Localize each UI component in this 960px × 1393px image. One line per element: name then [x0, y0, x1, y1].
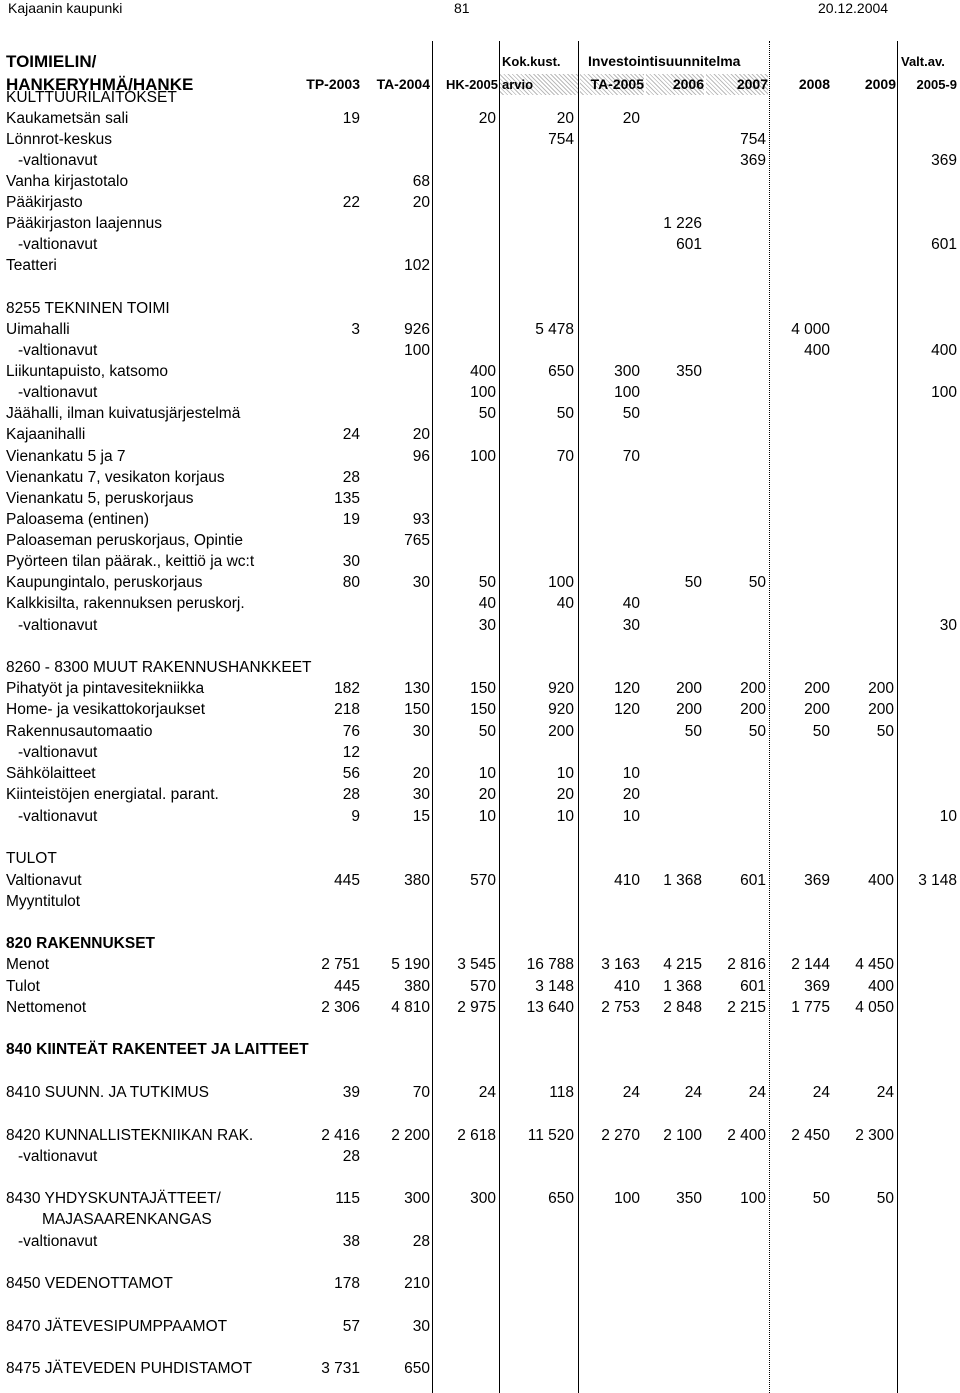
row-value: 76: [342, 723, 360, 740]
row-value: 20: [556, 110, 574, 127]
investment-table: [2, 41, 959, 1393]
row-value: 2 816: [727, 956, 766, 973]
row-value: 200: [740, 680, 766, 697]
header-arvio: arvio: [500, 74, 578, 95]
row-label: Uimahalli: [6, 321, 70, 338]
row-value: 20: [622, 110, 640, 127]
row-value: 218: [334, 701, 360, 718]
row-value: 30: [478, 617, 496, 634]
row-value: 50: [748, 574, 766, 591]
row-label: -valtionavut: [18, 617, 98, 634]
row-label: Rakennusautomaatio: [6, 723, 153, 740]
table-row: [2, 509, 959, 530]
row-value: 4 050: [855, 999, 894, 1016]
table-row: [2, 108, 959, 129]
row-value: 2 450: [791, 1127, 830, 1144]
row-value: 12: [342, 744, 360, 761]
table-row: [2, 171, 959, 192]
row-value: 96: [412, 448, 430, 465]
row-value: 24: [342, 426, 360, 443]
row-label: Pihatyöt ja pintavesitekniikka: [6, 680, 205, 697]
table-row: [2, 1125, 959, 1146]
row-label: 8420 KUNNALLISTEKNIIKAN RAK.: [6, 1127, 254, 1144]
table-row: [2, 1231, 959, 1252]
table-row: [2, 150, 959, 171]
row-label: 840 KIINTEÄT RAKENTEET JA LAITTEET: [6, 1041, 309, 1058]
row-value: 400: [804, 342, 830, 359]
row-value: 100: [931, 384, 957, 401]
row-label: Pääkirjasto: [6, 194, 83, 211]
table-row: [2, 551, 959, 572]
row-value: 5 478: [535, 321, 574, 338]
row-value: 2 400: [727, 1127, 766, 1144]
row-value: 16 788: [526, 956, 574, 973]
row-value: 24: [748, 1084, 766, 1101]
table-row: [2, 1316, 959, 1337]
row-value: 24: [876, 1084, 894, 1101]
row-value: 926: [404, 321, 430, 338]
row-label: -valtionavut: [18, 384, 98, 401]
row-value: 56: [342, 765, 360, 782]
table-row: [2, 784, 959, 805]
row-value: 400: [470, 363, 496, 380]
row-label: -valtionavut: [18, 1148, 98, 1165]
row-value: 200: [548, 723, 574, 740]
row-value: 1 226: [663, 215, 702, 232]
row-value: 1 368: [663, 872, 702, 889]
row-value: 13 640: [526, 999, 574, 1016]
row-value: 2 215: [727, 999, 766, 1016]
row-value: 350: [676, 363, 702, 380]
row-value: 2 200: [391, 1127, 430, 1144]
row-value: 70: [412, 1084, 430, 1101]
row-value: 80: [342, 574, 360, 591]
row-value: 10: [478, 808, 496, 825]
row-value: 2 270: [601, 1127, 640, 1144]
row-value: 410: [614, 872, 640, 889]
row-value: 30: [622, 617, 640, 634]
row-value: 754: [548, 131, 574, 148]
page-header: [0, 0, 960, 17]
row-label: 8430 YHDYSKUNTAJÄTTEET/: [6, 1190, 221, 1207]
row-value: 1 775: [791, 999, 830, 1016]
row-value: 40: [556, 595, 574, 612]
row-value: 40: [478, 595, 496, 612]
row-value: 10: [939, 808, 957, 825]
row-value: 100: [614, 1190, 640, 1207]
row-value: 754: [740, 131, 766, 148]
row-value: 380: [404, 872, 430, 889]
table-row: [2, 954, 959, 975]
row-value: 2 753: [601, 999, 640, 1016]
document-date: 20.12.2004: [818, 0, 889, 16]
row-value: 300: [470, 1190, 496, 1207]
row-label: 8410 SUUNN. JA TUTKIMUS: [6, 1084, 209, 1101]
row-value: 100: [614, 384, 640, 401]
row-value: 50: [478, 405, 496, 422]
row-value: 15: [412, 808, 430, 825]
row-value: 22: [342, 194, 360, 211]
row-value: 200: [804, 680, 830, 697]
row-label: Pyörteen tilan päärak., keittiö ja wc:t: [6, 553, 255, 570]
header-toimielin: TOIMIELIN/: [6, 52, 97, 71]
row-label: Paloasema (entinen): [6, 511, 150, 528]
table-row: [2, 87, 959, 108]
row-value: 200: [676, 680, 702, 697]
row-value: 30: [412, 1318, 430, 1335]
row-value: 2 416: [321, 1127, 360, 1144]
row-label: Vienankatu 7, vesikaton korjaus: [6, 469, 225, 486]
row-value: 765: [404, 532, 430, 549]
row-value: 445: [334, 978, 360, 995]
row-value: 100: [470, 384, 496, 401]
header-2005-9: 2005-9: [916, 77, 957, 92]
row-label: 8260 - 8300 MUUT RAKENNUSHANKKEET: [6, 659, 312, 676]
table-row: [2, 361, 959, 382]
row-label: -valtionavut: [18, 744, 98, 761]
table-row: [2, 1209, 959, 1230]
row-label: Tulot: [6, 978, 40, 995]
table-row: [2, 806, 959, 827]
row-value: 3: [351, 321, 360, 338]
row-value: 30: [412, 786, 430, 803]
row-value: 2 144: [791, 956, 830, 973]
header-kok-kust: Kok.kust.: [502, 54, 561, 69]
row-value: 601: [676, 236, 702, 253]
table-row: [2, 657, 959, 678]
row-value: 4 450: [855, 956, 894, 973]
table-row: [2, 1358, 959, 1379]
row-value: 68: [412, 173, 430, 190]
header-ta-2005: TA-2005: [580, 74, 644, 95]
row-value: 3 148: [535, 978, 574, 995]
row-value: 20: [478, 110, 496, 127]
row-label: -valtionavut: [18, 808, 98, 825]
row-label: Jäähalli, ilman kuivatusjärjestelmä: [6, 405, 241, 422]
row-value: 200: [740, 701, 766, 718]
table-row: [2, 382, 959, 403]
row-label: Sähkölaitteet: [6, 765, 96, 782]
row-label: Kaupungintalo, peruskorjaus: [6, 574, 203, 591]
row-value: 3 545: [457, 956, 496, 973]
row-label: Vienankatu 5, peruskorjaus: [6, 490, 194, 507]
row-value: 28: [342, 1148, 360, 1165]
row-value: 400: [868, 872, 894, 889]
row-value: 210: [404, 1275, 430, 1292]
row-value: 10: [556, 808, 574, 825]
row-label: 8255 TEKNINEN TOIMI: [6, 300, 170, 317]
row-value: 20: [478, 786, 496, 803]
row-value: 28: [342, 469, 360, 486]
header-2006: 2006: [646, 74, 704, 95]
table-row: [2, 129, 959, 150]
table-row: [2, 721, 959, 742]
row-value: 24: [684, 1084, 702, 1101]
row-value: 100: [470, 448, 496, 465]
table-row: [2, 319, 959, 340]
row-value: 2 300: [855, 1127, 894, 1144]
table-row: [2, 976, 959, 997]
row-value: 50: [684, 574, 702, 591]
table-header-row-1: [2, 51, 959, 72]
row-value: 650: [404, 1360, 430, 1377]
row-value: 178: [334, 1275, 360, 1292]
row-label: Kiinteistöjen energiatal. parant.: [6, 786, 219, 803]
row-value: 200: [676, 701, 702, 718]
row-value: 50: [478, 723, 496, 740]
row-value: 3 163: [601, 956, 640, 973]
header-2009: 2009: [864, 76, 896, 92]
table-row: [2, 891, 959, 912]
row-value: 4 215: [663, 956, 702, 973]
table-row: [2, 699, 959, 720]
table-row: [2, 213, 959, 234]
row-value: 400: [931, 342, 957, 359]
table-row: [2, 1273, 959, 1294]
row-value: 130: [404, 680, 430, 697]
row-value: 28: [342, 786, 360, 803]
row-label: Valtionavut: [6, 872, 82, 889]
row-value: 3 731: [321, 1360, 360, 1377]
table-row: [2, 1146, 959, 1167]
row-value: 2 618: [457, 1127, 496, 1144]
header-valt-av: Valt.av.: [901, 54, 945, 69]
row-value: 2 848: [663, 999, 702, 1016]
row-label: -valtionavut: [18, 152, 98, 169]
row-value: 19: [342, 511, 360, 528]
table-row: [2, 593, 959, 614]
row-value: 3 148: [918, 872, 957, 889]
row-value: 135: [334, 490, 360, 507]
header-ta-2004: TA-2004: [376, 76, 430, 92]
header-2007: 2007: [706, 74, 768, 95]
row-value: 369: [740, 152, 766, 169]
row-value: 50: [556, 405, 574, 422]
row-value: 120: [614, 701, 640, 718]
row-value: 2 306: [321, 999, 360, 1016]
row-value: 57: [342, 1318, 360, 1335]
row-label: 8475 JÄTEVEDEN PUHDISTAMOT: [6, 1360, 253, 1377]
row-value: 150: [470, 680, 496, 697]
row-value: 11 520: [527, 1127, 574, 1144]
row-value: 102: [404, 257, 430, 274]
row-value: 38: [342, 1233, 360, 1250]
row-value: 570: [470, 978, 496, 995]
row-label: Liikuntapuisto, katsomo: [6, 363, 168, 380]
row-value: 30: [412, 723, 430, 740]
row-value: 601: [931, 236, 957, 253]
row-value: 50: [876, 1190, 894, 1207]
table-row: [2, 467, 959, 488]
row-label: Kaukametsän sali: [6, 110, 129, 127]
row-label: -valtionavut: [18, 236, 98, 253]
row-value: 200: [868, 701, 894, 718]
table-row: [2, 192, 959, 213]
row-label: Home- ja vesikattokorjaukset: [6, 701, 205, 718]
row-value: 300: [404, 1190, 430, 1207]
row-value: 601: [740, 978, 766, 995]
row-label: Paloaseman peruskorjaus, Opintie: [6, 532, 243, 549]
row-value: 20: [622, 786, 640, 803]
row-value: 24: [622, 1084, 640, 1101]
row-value: 118: [549, 1084, 574, 1101]
table-row: [2, 446, 959, 467]
row-value: 30: [412, 574, 430, 591]
row-value: 39: [342, 1084, 360, 1101]
row-value: 30: [342, 553, 360, 570]
row-value: 93: [412, 511, 430, 528]
table-row: [2, 530, 959, 551]
row-value: 200: [868, 680, 894, 697]
row-value: 50: [622, 405, 640, 422]
row-value: 445: [334, 872, 360, 889]
row-value: 70: [556, 448, 574, 465]
row-value: 115: [335, 1190, 360, 1207]
row-value: 1 368: [663, 978, 702, 995]
row-value: 40: [622, 595, 640, 612]
table-row: [2, 298, 959, 319]
table-row: [2, 997, 959, 1018]
row-value: 50: [812, 723, 830, 740]
row-value: 50: [748, 723, 766, 740]
row-label: Nettomenot: [6, 999, 87, 1016]
municipality-name: Kajaanin kaupunki: [8, 0, 123, 16]
row-value: 150: [470, 701, 496, 718]
row-value: 2 100: [663, 1127, 702, 1144]
table-row: [2, 933, 959, 954]
table-row: [2, 1188, 959, 1209]
header-tp-2003: TP-2003: [306, 76, 360, 92]
row-value: 10: [622, 808, 640, 825]
row-label: Menot: [6, 956, 50, 973]
row-value: 369: [931, 152, 957, 169]
row-value: 19: [342, 110, 360, 127]
table-row: [2, 763, 959, 784]
row-value: 400: [868, 978, 894, 995]
row-label: -valtionavut: [18, 1233, 98, 1250]
row-value: 2 975: [457, 999, 496, 1016]
row-label: MAJASAARENKANGAS: [42, 1211, 212, 1228]
row-value: 300: [614, 363, 640, 380]
row-label: TULOT: [6, 850, 57, 867]
row-value: 650: [548, 363, 574, 380]
table-row: [2, 255, 959, 276]
row-value: 100: [548, 574, 574, 591]
row-value: 5 190: [391, 956, 430, 973]
row-label: Pääkirjaston laajennus: [6, 215, 162, 232]
row-value: 24: [812, 1084, 830, 1101]
row-value: 70: [622, 448, 640, 465]
row-value: 10: [478, 765, 496, 782]
row-value: 100: [740, 1190, 766, 1207]
row-label: KULTTUURILAITOKSET: [6, 89, 177, 106]
row-value: 120: [614, 680, 640, 697]
row-label: Kalkkisilta, rakennuksen peruskorj.: [6, 595, 245, 612]
row-value: 380: [404, 978, 430, 995]
table-row: [2, 572, 959, 593]
row-label: Lönnrot-keskus: [6, 131, 112, 148]
table-row: [2, 1082, 959, 1103]
header-hankeryhma: HANKERYHMÄ/HANKE: [6, 75, 194, 94]
header-investointisuunnitelma: Investointisuunnitelma: [588, 53, 741, 69]
table-row: [2, 488, 959, 509]
row-label: Kajaanihalli: [6, 426, 86, 443]
row-value: 50: [478, 574, 496, 591]
header-2008: 2008: [798, 76, 830, 92]
table-row: [2, 742, 959, 763]
table-row: [2, 234, 959, 255]
row-value: 9: [351, 808, 360, 825]
row-value: 4 000: [791, 321, 830, 338]
table-row: [2, 615, 959, 636]
row-value: 20: [412, 426, 430, 443]
row-value: 570: [470, 872, 496, 889]
row-value: 10: [556, 765, 574, 782]
page-number: 81: [454, 0, 470, 16]
table-row: [2, 403, 959, 424]
row-label: 8470 JÄTEVESIPUMPPAAMOT: [6, 1318, 228, 1335]
row-value: 100: [404, 342, 430, 359]
row-value: 369: [804, 978, 830, 995]
row-value: 20: [412, 194, 430, 211]
table-row: [2, 848, 959, 869]
row-value: 50: [876, 723, 894, 740]
row-value: 410: [614, 978, 640, 995]
row-value: 650: [548, 1190, 574, 1207]
row-label: -valtionavut: [18, 342, 98, 359]
table-row: [2, 870, 959, 891]
row-value: 150: [404, 701, 430, 718]
row-value: 20: [556, 786, 574, 803]
row-value: 4 810: [391, 999, 430, 1016]
row-label: Myyntitulot: [6, 893, 81, 910]
row-value: 920: [548, 680, 574, 697]
row-value: 50: [684, 723, 702, 740]
row-value: 50: [812, 1190, 830, 1207]
row-value: 10: [622, 765, 640, 782]
header-hk-2005: HK-2005: [445, 77, 498, 92]
row-label: Vanha kirjastotalo: [6, 173, 129, 190]
table-row: [2, 1039, 959, 1060]
row-value: 2 751: [321, 956, 360, 973]
row-value: 20: [412, 765, 430, 782]
row-value: 30: [939, 617, 957, 634]
row-value: 28: [412, 1233, 430, 1250]
row-value: 369: [804, 872, 830, 889]
row-value: 182: [334, 680, 360, 697]
row-value: 601: [740, 872, 766, 889]
row-value: 920: [548, 701, 574, 718]
row-value: 24: [478, 1084, 496, 1101]
row-label: 820 RAKENNUKSET: [6, 935, 156, 952]
row-label: Teatteri: [6, 257, 57, 274]
row-label: 8450 VEDENOTTAMOT: [6, 1275, 173, 1292]
row-label: Vienankatu 5 ja 7: [6, 448, 126, 465]
table-row: [2, 340, 959, 361]
table-row: [2, 678, 959, 699]
row-value: 350: [676, 1190, 702, 1207]
table-row: [2, 424, 959, 445]
row-value: 200: [804, 701, 830, 718]
